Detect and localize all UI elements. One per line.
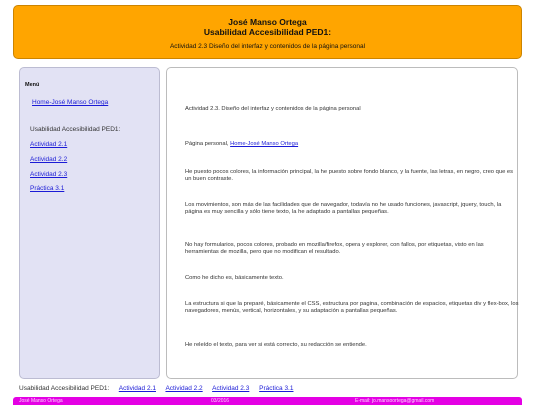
content-paragraph-personal-page: [185, 141, 519, 148]
footer-link-actividad-2-2[interactable]: Actividad 2.2: [165, 385, 203, 392]
content-paragraph-title: Actividad 2.3. Diseño del interfaz y contenidos de la página personal: [185, 106, 361, 112]
footer-email: E-mail: jo.mansoortega@gmail.com: [355, 398, 435, 404]
page-header: [13, 5, 522, 59]
personal-page-label: Página personal,: [185, 141, 231, 147]
footer-link-actividad-2-1[interactable]: Actividad 2.1: [118, 385, 156, 392]
sidebar-link-actividad-2-1[interactable]: Actividad 2.1: [30, 141, 68, 148]
course-title: Usabilidad Accesibilidad PED1:: [203, 27, 332, 37]
footer-date: 03/2016: [211, 398, 230, 404]
sidebar-link-actividad-2-2[interactable]: Actividad 2.2: [30, 156, 68, 163]
home-link[interactable]: Home-José Manso Ortega: [32, 99, 109, 106]
author-name: José Manso Ortega: [228, 17, 307, 27]
menu-title: Menú: [25, 82, 40, 88]
sidebar-section-label: Usabilidad Accesibilidad PED1:: [30, 126, 121, 133]
footer-author: José Manso Ortega: [19, 398, 63, 404]
content-paragraph-structure: La estructura si que la preparé, básicamente el CSS, estructura por pagina, combinación de espacios, etiquetas div y flex-box, los navegadores, menús, vertical, horizontales, y su adaptación a pantallas pequeñas.: [185, 301, 519, 314]
sidebar-menu: [19, 67, 160, 379]
page-footer: [13, 397, 522, 405]
personal-page-link[interactable]: Home-José Manso Ortega: [230, 141, 299, 147]
content-paragraph-colors: He puesto pocos colores, la información principal, la he puesto sobre fondo blanco, y la fuente, las letras, en negro, creo que es un buen contraste.: [185, 169, 514, 182]
content-paragraph-movements: Los movimientos, son más de las facilidades que de navegador, todavía no he usado funciones, javascript, jquery, touch, la página es muy sencilla y sólo tiene texto, la he adaptado a pantallas pequeñas.: [185, 202, 502, 215]
sidebar-link-practica-3-1[interactable]: Práctica 3.1: [30, 185, 65, 192]
footer-link-actividad-2-3[interactable]: Actividad 2.3: [212, 385, 250, 392]
footer-nav-label: Usabilidad Accesibilidad PED1:: [19, 385, 110, 392]
content-paragraph-text: Como he dicho es, básicamente texto.: [185, 275, 284, 281]
activity-subtitle: Actividad 2.3 Diseño del interfaz y contenidos de la página personal: [169, 43, 366, 50]
content-paragraph-forms: No hay formularios, pocos colores, probado en mozilla/firefox, opera y explorer, con fallos, por etiquetas, visto en las herramientas de mozilla, pero que no modifican el resultado.: [185, 242, 484, 255]
content-paragraph-review: He releído el texto, para ver si está correcto, su redacción se entiende.: [185, 342, 367, 348]
footer-navigation: [19, 384, 301, 394]
main-content: [166, 67, 518, 379]
footer-link-practica-3-1[interactable]: Práctica 3.1: [259, 385, 294, 392]
sidebar-link-actividad-2-3[interactable]: Actividad 2.3: [30, 171, 68, 178]
